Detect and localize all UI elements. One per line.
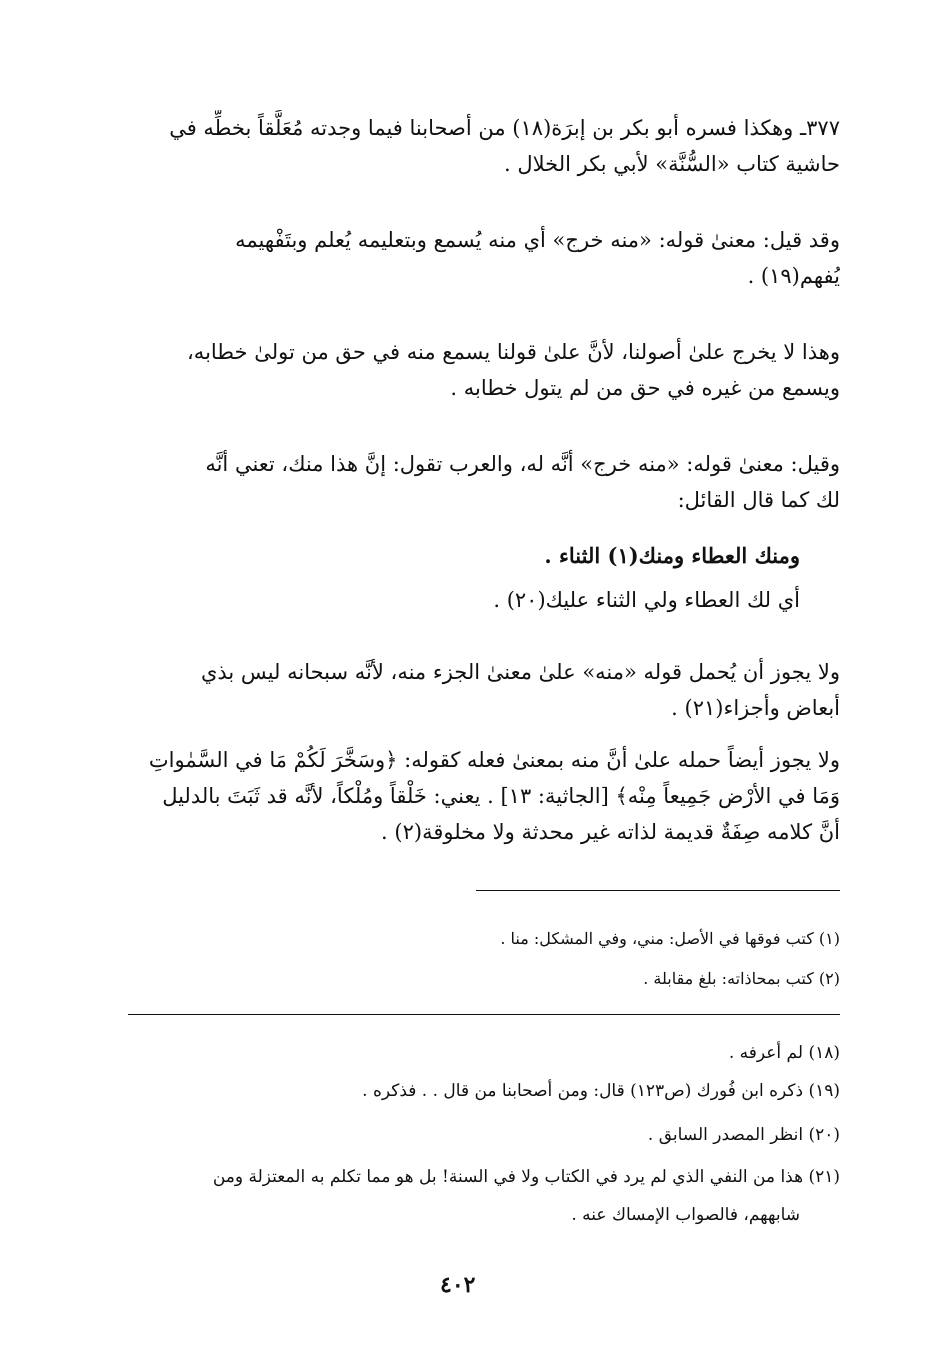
margin-note: (٢) كتب بمحاذاته: بلغ مقابلة . [643, 969, 840, 988]
paragraph-arab [128, 446, 840, 518]
text-line: ولا يجوز أن يُحمل قوله «منه» علىٰ معنىٰ الجزء منه، لأنَّه سبحانه ليس بذي [200, 660, 840, 684]
text-line: وهذا لا يخرج علىٰ أصولنا، لأنَّ علىٰ قولنا يسمع منه في حق من تولىٰ خطابه، [187, 340, 840, 364]
text-line: وقيل: معنىٰ قوله: «منه خرج» أنَّه له، والعرب تقول: إنَّ هذا منك، تعني أنَّه [205, 452, 840, 476]
paragraph-fil [128, 742, 840, 850]
paragraph-juz [128, 654, 840, 726]
text-line: ٣٧٧ـ وهكذا فسره أبو بكر بن إبرَة(١٨) من أصحابنا فيما وجدته مُعَلَّقاً بخطِّه في [169, 116, 840, 140]
margin-notes-divider [476, 890, 840, 891]
text-line: ويسمع من غيره في حق من لم يتول خطابه . [450, 376, 840, 400]
text-line: أبعاض وأجزاء(٢١) . [671, 696, 840, 720]
text-line: وقد قيل: معنىٰ قوله: «منه خرج» أي منه يُسمع وبتعليمه يُعلم وبتَفْهيمه [235, 228, 840, 252]
poetry-verse: ومنك العطاء ومنك(١) الثناء . [544, 543, 800, 568]
footnote: (٢٠) انظر المصدر السابق . [647, 1125, 840, 1145]
text-line: حاشية كتاب «السُّنَّة» لأبي بكر الخلال . [504, 152, 840, 176]
text-line: وَمَا في الأرْض جَمِيعاً مِنْه﴾ [الجاثية: ١٣] . يعني: خَلْقاً ومُلْكاً، لأنَّه قد ثَبَتَ بالدليل [162, 784, 840, 808]
footnote-continuation: شابههم، فالصواب الإمساك عنه . [571, 1205, 800, 1225]
text-line: يُفهم(١٩) . [747, 264, 840, 288]
text-line: لك كما قال القائل: [677, 488, 840, 512]
text-line: أنَّ كلامه صِفَةٌ قديمة لذاته غير محدثة ولا مخلوقة(٢) . [381, 820, 840, 844]
footnotes-divider [128, 1014, 840, 1015]
footnote: (١٩) ذكره ابن فُورك (ص١٢٣) قال: ومن أصحابنا من قال . . فذكره . [362, 1081, 840, 1101]
page-number: ٤٠٢ [440, 1272, 476, 1298]
text-line: ولا يجوز أيضاً حمله علىٰ أنَّ منه بمعنىٰ فعله كقوله: ﴿وسَخَّرَ لَكُمْ مَا في السَّمٰواتِ [148, 748, 840, 772]
footnote: (١٨) لم أعرفه . [728, 1043, 840, 1063]
book-page [128, 0, 840, 1368]
paragraph-usul [128, 334, 840, 406]
paragraph-qila [128, 222, 840, 294]
margin-note: (١) كتب فوقها في الأصل: مني، وفي المشكل: منا . [500, 929, 840, 948]
footnote: (٢١) هذا من النفي الذي لم يرد في الكتاب ولا في السنة! بل هو مما تكلم به المعتزلة ومن [212, 1167, 840, 1187]
verse-explanation: أي لك العطاء ولي الثناء عليك(٢٠) . [493, 588, 800, 612]
paragraph-377 [128, 110, 840, 182]
